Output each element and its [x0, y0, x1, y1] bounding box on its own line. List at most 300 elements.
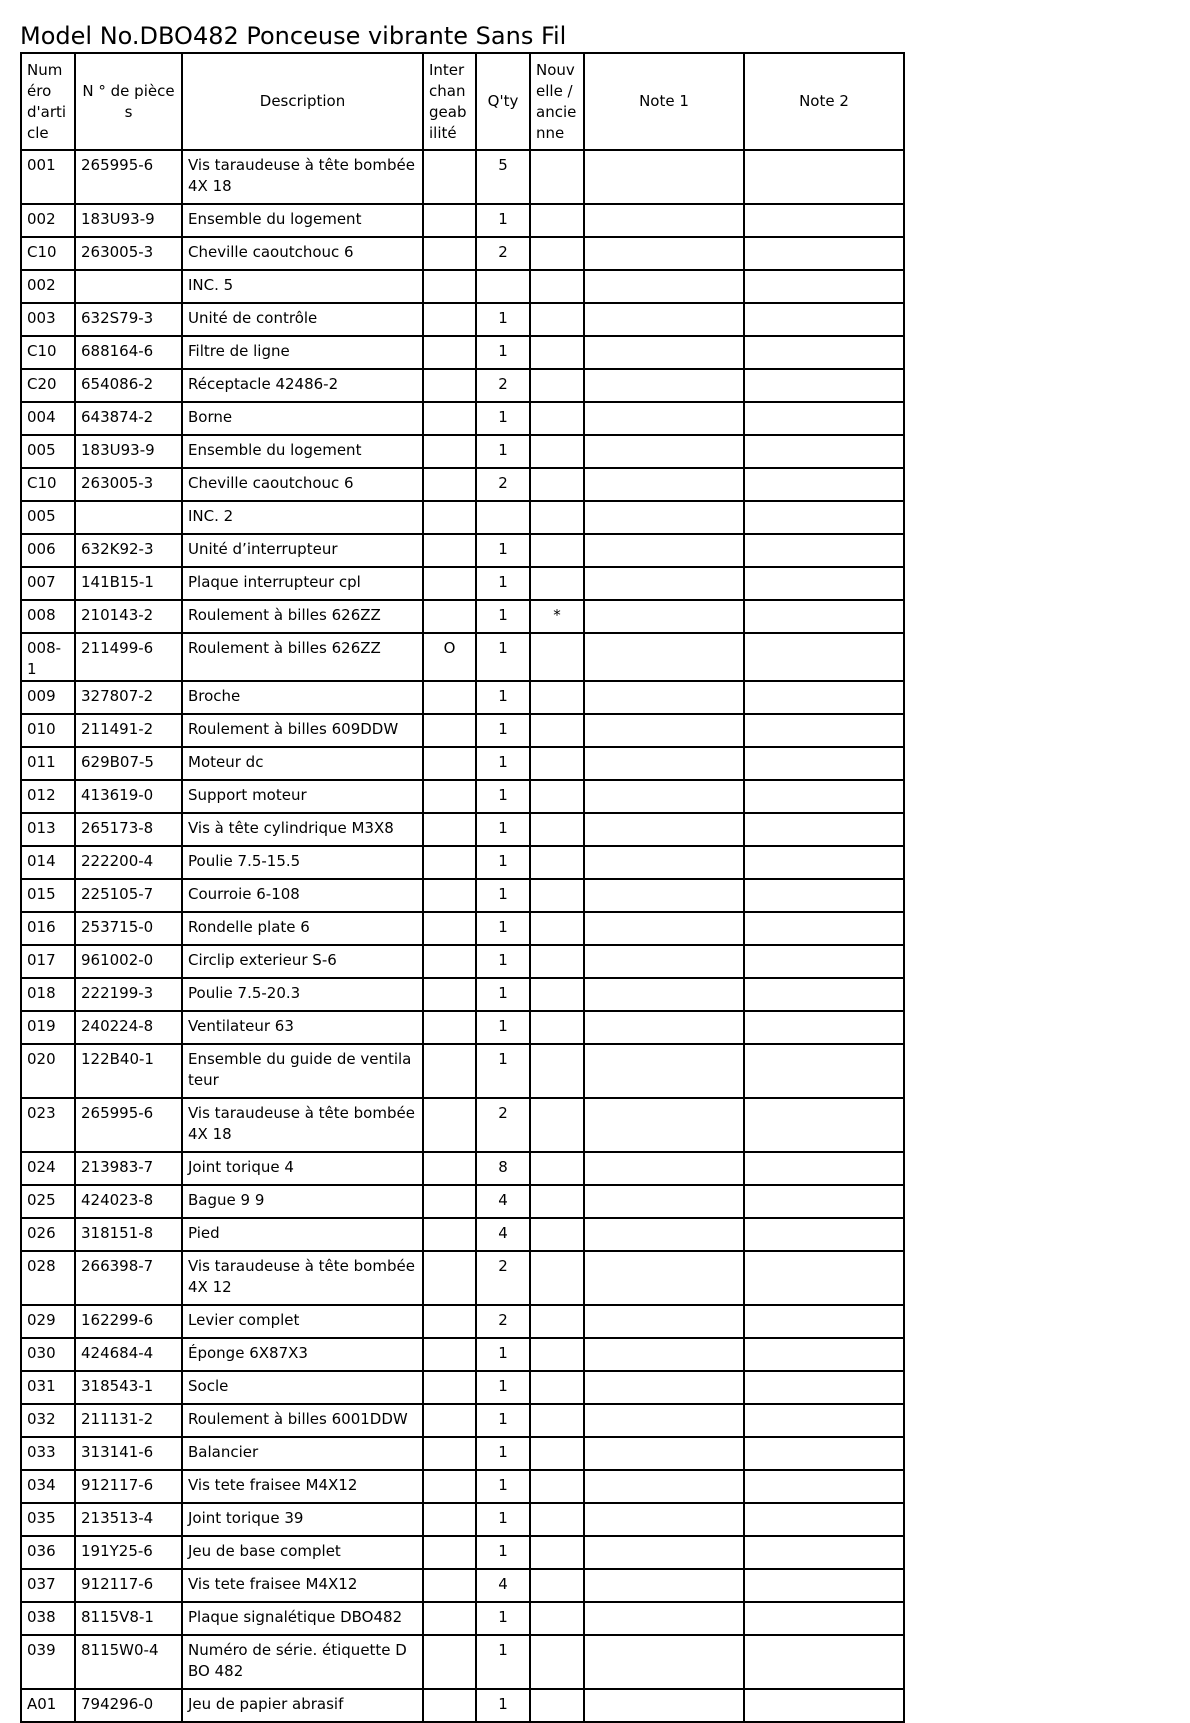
cell-item-number: 032: [21, 1404, 75, 1437]
cell-description: Roulement à billes 6001DDW: [182, 1404, 423, 1437]
cell-note-1: [584, 1503, 744, 1536]
cell-note-2: [744, 1602, 904, 1635]
cell-note-2: [744, 1251, 904, 1305]
cell-part-number: 424023-8: [75, 1185, 182, 1218]
cell-note-2: [744, 1338, 904, 1371]
cell-new-old: [530, 714, 584, 747]
cell-item-number: 034: [21, 1470, 75, 1503]
table-row: [21, 1185, 904, 1218]
cell-note-1: [584, 1218, 744, 1251]
cell-description: Roulement à billes 626ZZ: [182, 633, 423, 681]
cell-new-old: [530, 402, 584, 435]
cell-description: Ensemble du guide de ventilateur: [182, 1044, 423, 1098]
table-row: [21, 912, 904, 945]
table-row: [21, 150, 904, 204]
cell-note-1: [584, 681, 744, 714]
cell-note-2: [744, 1044, 904, 1098]
cell-quantity: 1: [476, 945, 530, 978]
table-row: [21, 945, 904, 978]
cell-part-number: 961002-0: [75, 945, 182, 978]
cell-note-1: [584, 1371, 744, 1404]
cell-new-old: [530, 1044, 584, 1098]
cell-part-number: 912117-6: [75, 1569, 182, 1602]
cell-note-2: [744, 714, 904, 747]
cell-new-old: [530, 567, 584, 600]
cell-part-number: 213983-7: [75, 1152, 182, 1185]
table-row: [21, 1536, 904, 1569]
cell-new-old: [530, 1251, 584, 1305]
cell-part-number: 265173-8: [75, 813, 182, 846]
cell-interchangeability: [423, 1635, 476, 1689]
cell-quantity: 1: [476, 534, 530, 567]
cell-quantity: 2: [476, 369, 530, 402]
cell-interchangeability: [423, 912, 476, 945]
cell-note-2: [744, 1536, 904, 1569]
table-row: [21, 978, 904, 1011]
cell-description: Unité d’interrupteur: [182, 534, 423, 567]
cell-new-old: [530, 369, 584, 402]
cell-description: Moteur dc: [182, 747, 423, 780]
cell-part-number: 263005-3: [75, 468, 182, 501]
cell-item-number: 038: [21, 1602, 75, 1635]
cell-quantity: 2: [476, 1305, 530, 1338]
cell-item-number: 007: [21, 567, 75, 600]
cell-description: Levier complet: [182, 1305, 423, 1338]
cell-interchangeability: [423, 600, 476, 633]
cell-note-1: [584, 435, 744, 468]
cell-part-number: 318151-8: [75, 1218, 182, 1251]
cell-interchangeability: [423, 402, 476, 435]
cell-interchangeability: [423, 270, 476, 303]
cell-interchangeability: [423, 237, 476, 270]
cell-part-number: 162299-6: [75, 1305, 182, 1338]
table-row: [21, 1152, 904, 1185]
cell-note-1: [584, 813, 744, 846]
header-row: [21, 53, 904, 150]
cell-part-number: 643874-2: [75, 402, 182, 435]
cell-item-number: 005: [21, 435, 75, 468]
cell-item-number: 008-1: [21, 633, 75, 681]
cell-quantity: 1: [476, 1338, 530, 1371]
table-row: [21, 813, 904, 846]
cell-part-number: 191Y25-6: [75, 1536, 182, 1569]
cell-new-old: *: [530, 600, 584, 633]
cell-quantity: 1: [476, 1503, 530, 1536]
cell-note-2: [744, 1218, 904, 1251]
table-row: [21, 1011, 904, 1044]
cell-new-old: [530, 534, 584, 567]
cell-note-2: [744, 1689, 904, 1722]
cell-part-number: 240224-8: [75, 1011, 182, 1044]
cell-quantity: 1: [476, 1689, 530, 1722]
cell-quantity: 1: [476, 813, 530, 846]
cell-interchangeability: [423, 435, 476, 468]
cell-note-2: [744, 1011, 904, 1044]
cell-item-number: C10: [21, 336, 75, 369]
cell-quantity: 4: [476, 1185, 530, 1218]
cell-description: Ensemble du logement: [182, 204, 423, 237]
table-row: [21, 402, 904, 435]
cell-interchangeability: [423, 1044, 476, 1098]
cell-note-1: [584, 912, 744, 945]
cell-item-number: 033: [21, 1437, 75, 1470]
cell-note-2: [744, 600, 904, 633]
cell-note-1: [584, 600, 744, 633]
cell-item-number: 002: [21, 204, 75, 237]
cell-interchangeability: [423, 1503, 476, 1536]
cell-new-old: [530, 813, 584, 846]
cell-interchangeability: [423, 150, 476, 204]
cell-new-old: [530, 336, 584, 369]
cell-note-1: [584, 567, 744, 600]
cell-description: Vis taraudeuse à tête bombée 4X 18: [182, 1098, 423, 1152]
cell-note-2: [744, 945, 904, 978]
cell-note-1: [584, 204, 744, 237]
cell-item-number: 037: [21, 1569, 75, 1602]
cell-new-old: [530, 1569, 584, 1602]
cell-note-1: [584, 1689, 744, 1722]
cell-note-1: [584, 879, 744, 912]
cell-description: Unité de contrôle: [182, 303, 423, 336]
table-row: [21, 270, 904, 303]
cell-note-1: [584, 336, 744, 369]
cell-note-2: [744, 813, 904, 846]
cell-quantity: 1: [476, 1011, 530, 1044]
cell-note-2: [744, 1470, 904, 1503]
cell-item-number: C10: [21, 468, 75, 501]
cell-item-number: 011: [21, 747, 75, 780]
cell-quantity: 1: [476, 600, 530, 633]
cell-description: Courroie 6-108: [182, 879, 423, 912]
cell-description: Broche: [182, 681, 423, 714]
cell-note-2: [744, 204, 904, 237]
cell-new-old: [530, 1437, 584, 1470]
cell-interchangeability: [423, 501, 476, 534]
cell-item-number: 014: [21, 846, 75, 879]
cell-note-1: [584, 1338, 744, 1371]
cell-quantity: 1: [476, 912, 530, 945]
cell-quantity: 1: [476, 567, 530, 600]
cell-note-1: [584, 1044, 744, 1098]
cell-part-number: 266398-7: [75, 1251, 182, 1305]
cell-description: Ventilateur 63: [182, 1011, 423, 1044]
cell-quantity: 1: [476, 1602, 530, 1635]
table-row: [21, 681, 904, 714]
cell-note-1: [584, 1470, 744, 1503]
cell-part-number: 122B40-1: [75, 1044, 182, 1098]
table-row: [21, 435, 904, 468]
cell-note-2: [744, 567, 904, 600]
cell-description: Roulement à billes 609DDW: [182, 714, 423, 747]
cell-part-number: 183U93-9: [75, 204, 182, 237]
cell-new-old: [530, 1635, 584, 1689]
cell-description: Jeu de papier abrasif: [182, 1689, 423, 1722]
cell-quantity: 1: [476, 879, 530, 912]
cell-note-2: [744, 534, 904, 567]
cell-part-number: 424684-4: [75, 1338, 182, 1371]
cell-note-1: [584, 846, 744, 879]
cell-description: Roulement à billes 626ZZ: [182, 600, 423, 633]
cell-interchangeability: [423, 567, 476, 600]
cell-new-old: [530, 1404, 584, 1437]
cell-quantity: 2: [476, 1098, 530, 1152]
header-note-2: Note 2: [744, 53, 904, 150]
cell-note-2: [744, 501, 904, 534]
cell-item-number: 013: [21, 813, 75, 846]
cell-part-number: 794296-0: [75, 1689, 182, 1722]
cell-part-number: 688164-6: [75, 336, 182, 369]
table-row: [21, 567, 904, 600]
cell-part-number: 632K92-3: [75, 534, 182, 567]
cell-part-number: 265995-6: [75, 1098, 182, 1152]
cell-item-number: 018: [21, 978, 75, 1011]
cell-part-number: 8115V8-1: [75, 1602, 182, 1635]
cell-new-old: [530, 978, 584, 1011]
cell-part-number: 313141-6: [75, 1437, 182, 1470]
cell-quantity: 1: [476, 633, 530, 681]
cell-part-number: 211499-6: [75, 633, 182, 681]
cell-note-1: [584, 150, 744, 204]
header-quantity: Q'ty: [476, 53, 530, 150]
cell-note-2: [744, 1437, 904, 1470]
cell-description: Plaque interrupteur cpl: [182, 567, 423, 600]
cell-quantity: 1: [476, 978, 530, 1011]
cell-part-number: 318543-1: [75, 1371, 182, 1404]
cell-item-number: 028: [21, 1251, 75, 1305]
cell-note-2: [744, 1569, 904, 1602]
header-part-number: N ° de pièces: [75, 53, 182, 150]
cell-part-number: 225105-7: [75, 879, 182, 912]
cell-part-number: 629B07-5: [75, 747, 182, 780]
table-row: [21, 1437, 904, 1470]
cell-quantity: 1: [476, 1470, 530, 1503]
page-title: Model No.DBO482 Ponceuse vibrante Sans Fil: [20, 22, 567, 50]
table-row: [21, 714, 904, 747]
table-row: [21, 1404, 904, 1437]
cell-interchangeability: [423, 1437, 476, 1470]
header-new-old: Nouvelle / ancienne: [530, 53, 584, 150]
cell-new-old: [530, 435, 584, 468]
cell-interchangeability: [423, 468, 476, 501]
cell-description: Poulie 7.5-20.3: [182, 978, 423, 1011]
cell-quantity: 1: [476, 1044, 530, 1098]
cell-note-1: [584, 369, 744, 402]
cell-description: Réceptacle 42486-2: [182, 369, 423, 402]
cell-item-number: 009: [21, 681, 75, 714]
cell-part-number: 8115W0-4: [75, 1635, 182, 1689]
cell-interchangeability: [423, 1470, 476, 1503]
cell-quantity: 1: [476, 846, 530, 879]
cell-note-1: [584, 633, 744, 681]
cell-description: Vis taraudeuse à tête bombée 4X 12: [182, 1251, 423, 1305]
cell-interchangeability: [423, 1218, 476, 1251]
cell-description: Éponge 6X87X3: [182, 1338, 423, 1371]
header-note-1: Note 1: [584, 53, 744, 150]
cell-note-1: [584, 1152, 744, 1185]
cell-item-number: 005: [21, 501, 75, 534]
cell-note-2: [744, 270, 904, 303]
cell-interchangeability: [423, 978, 476, 1011]
cell-interchangeability: [423, 303, 476, 336]
cell-note-1: [584, 402, 744, 435]
cell-description: Joint torique 4: [182, 1152, 423, 1185]
cell-new-old: [530, 1470, 584, 1503]
cell-part-number: 263005-3: [75, 237, 182, 270]
table-row: [21, 468, 904, 501]
cell-part-number: 222200-4: [75, 846, 182, 879]
cell-new-old: [530, 1602, 584, 1635]
cell-note-2: [744, 1635, 904, 1689]
cell-new-old: [530, 879, 584, 912]
cell-interchangeability: [423, 1536, 476, 1569]
cell-new-old: [530, 1185, 584, 1218]
cell-note-2: [744, 633, 904, 681]
cell-note-2: [744, 681, 904, 714]
cell-item-number: 030: [21, 1338, 75, 1371]
cell-interchangeability: [423, 780, 476, 813]
cell-note-2: [744, 846, 904, 879]
cell-part-number: 654086-2: [75, 369, 182, 402]
cell-description: Vis tete fraisee M4X12: [182, 1569, 423, 1602]
cell-new-old: [530, 303, 584, 336]
cell-quantity: 1: [476, 1536, 530, 1569]
cell-note-1: [584, 1185, 744, 1218]
cell-quantity: 1: [476, 780, 530, 813]
cell-note-2: [744, 912, 904, 945]
cell-note-1: [584, 1251, 744, 1305]
cell-interchangeability: [423, 846, 476, 879]
cell-description: Cheville caoutchouc 6: [182, 468, 423, 501]
cell-note-2: [744, 336, 904, 369]
cell-quantity: 1: [476, 336, 530, 369]
cell-item-number: 035: [21, 1503, 75, 1536]
cell-interchangeability: [423, 1098, 476, 1152]
table-row: [21, 1689, 904, 1722]
cell-note-2: [744, 303, 904, 336]
table-row: [21, 1470, 904, 1503]
table-row: [21, 237, 904, 270]
cell-part-number: 912117-6: [75, 1470, 182, 1503]
cell-note-1: [584, 1404, 744, 1437]
table-row: [21, 879, 904, 912]
cell-item-number: 026: [21, 1218, 75, 1251]
table-row: [21, 1305, 904, 1338]
table-row: [21, 369, 904, 402]
cell-note-2: [744, 879, 904, 912]
cell-interchangeability: [423, 1011, 476, 1044]
cell-part-number: 211491-2: [75, 714, 182, 747]
cell-description: Vis tete fraisee M4X12: [182, 1470, 423, 1503]
cell-new-old: [530, 1305, 584, 1338]
table-row: [21, 1218, 904, 1251]
cell-new-old: [530, 681, 584, 714]
cell-part-number: 632S79-3: [75, 303, 182, 336]
cell-item-number: 017: [21, 945, 75, 978]
cell-new-old: [530, 1098, 584, 1152]
cell-item-number: C20: [21, 369, 75, 402]
cell-item-number: 029: [21, 1305, 75, 1338]
table-row: [21, 747, 904, 780]
cell-part-number: 213513-4: [75, 1503, 182, 1536]
cell-new-old: [530, 468, 584, 501]
cell-part-number: 327807-2: [75, 681, 182, 714]
cell-item-number: 008: [21, 600, 75, 633]
cell-quantity: 1: [476, 1404, 530, 1437]
cell-quantity: [476, 270, 530, 303]
cell-description: Bague 9 9: [182, 1185, 423, 1218]
cell-note-1: [584, 1536, 744, 1569]
cell-quantity: 1: [476, 1437, 530, 1470]
cell-quantity: 5: [476, 150, 530, 204]
cell-item-number: 012: [21, 780, 75, 813]
cell-description: Plaque signalétique DBO482: [182, 1602, 423, 1635]
cell-part-number: 413619-0: [75, 780, 182, 813]
cell-part-number: 211131-2: [75, 1404, 182, 1437]
cell-item-number: 006: [21, 534, 75, 567]
cell-item-number: 036: [21, 1536, 75, 1569]
cell-new-old: [530, 1689, 584, 1722]
cell-note-2: [744, 780, 904, 813]
cell-note-1: [584, 1011, 744, 1044]
cell-new-old: [530, 945, 584, 978]
cell-new-old: [530, 1011, 584, 1044]
cell-quantity: 4: [476, 1218, 530, 1251]
cell-interchangeability: [423, 1305, 476, 1338]
cell-note-1: [584, 945, 744, 978]
cell-interchangeability: [423, 534, 476, 567]
cell-new-old: [530, 912, 584, 945]
table-row: [21, 846, 904, 879]
cell-item-number: C10: [21, 237, 75, 270]
cell-description: Socle: [182, 1371, 423, 1404]
table-row: [21, 1635, 904, 1689]
header-item-number: Numéro d'article: [21, 53, 75, 150]
cell-note-1: [584, 1098, 744, 1152]
table-header: [21, 53, 904, 150]
table-row: [21, 1338, 904, 1371]
cell-new-old: [530, 501, 584, 534]
cell-part-number: 210143-2: [75, 600, 182, 633]
table-row: [21, 780, 904, 813]
cell-description: Cheville caoutchouc 6: [182, 237, 423, 270]
cell-item-number: 016: [21, 912, 75, 945]
cell-quantity: 1: [476, 681, 530, 714]
cell-item-number: 039: [21, 1635, 75, 1689]
cell-note-1: [584, 1437, 744, 1470]
cell-note-2: [744, 1098, 904, 1152]
cell-item-number: 020: [21, 1044, 75, 1098]
cell-new-old: [530, 846, 584, 879]
cell-new-old: [530, 1371, 584, 1404]
cell-note-2: [744, 1503, 904, 1536]
cell-note-2: [744, 435, 904, 468]
cell-description: Balancier: [182, 1437, 423, 1470]
cell-quantity: 2: [476, 468, 530, 501]
cell-quantity: 8: [476, 1152, 530, 1185]
table-row: [21, 336, 904, 369]
cell-description: Support moteur: [182, 780, 423, 813]
cell-note-1: [584, 501, 744, 534]
cell-interchangeability: [423, 1338, 476, 1371]
table-row: [21, 1371, 904, 1404]
table-row: [21, 1044, 904, 1098]
cell-new-old: [530, 1536, 584, 1569]
cell-new-old: [530, 270, 584, 303]
cell-note-2: [744, 978, 904, 1011]
cell-part-number: 183U93-9: [75, 435, 182, 468]
cell-item-number: 001: [21, 150, 75, 204]
cell-description: Rondelle plate 6: [182, 912, 423, 945]
